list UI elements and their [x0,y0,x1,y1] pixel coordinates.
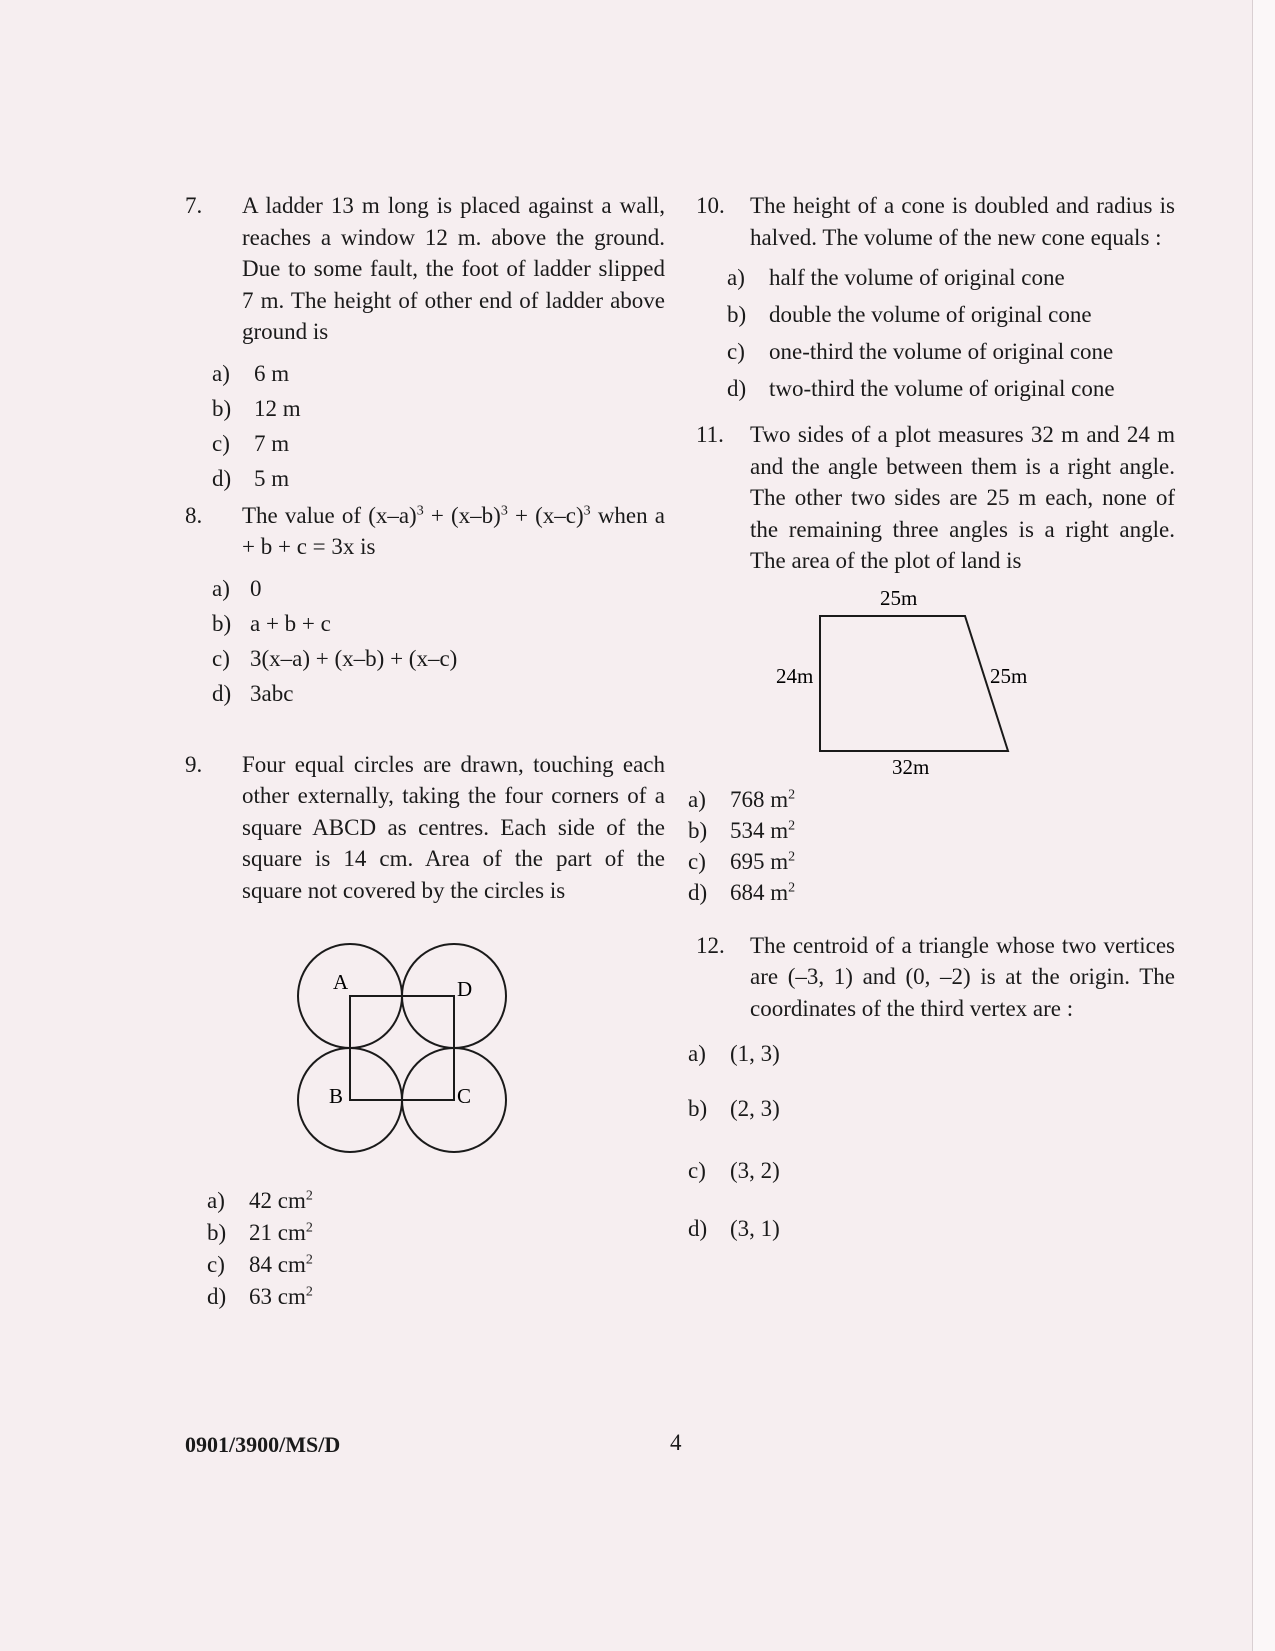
option-c[interactable]: c) 7 m [212,430,290,456]
vertex-label-a: A [333,970,349,994]
option-a[interactable]: a) 6 m [212,360,290,386]
question-number: 11. [696,422,724,447]
label-top-side: 25m [880,585,918,610]
option-a[interactable]: a) (1, 3) [688,1041,780,1066]
question-10 [696,190,1175,253]
question-8 [185,500,665,563]
question-text: A ladder 13 m long is placed against a wall, reaches a window 12 m. above the ground. Due to some fault, the foot of ladder slipped 7 m. The height of other end of ladder above ground is [242,193,665,344]
option-c[interactable]: c) 3(x–a) + (x–b) + (x–c) [212,645,458,671]
vertex-label-d: D [457,977,473,1001]
option-c[interactable]: c) 695 $m^2$ [688,848,796,874]
question-number: 9. [185,751,203,777]
option-a[interactable]: a) half the volume of original cone [727,265,1065,290]
page-number: 4 [670,1430,682,1455]
label-left-side: 24m [776,663,814,688]
plot-quadrilateral [820,616,1008,751]
option-b[interactable]: b) a + b + c [212,610,331,636]
option-c[interactable]: c) (3, 2) [688,1158,780,1183]
left-column [185,190,665,1313]
option-b[interactable]: b) 21 $cm^2$ [207,1220,313,1245]
question-12 [696,930,1175,1025]
options-7 [212,356,665,496]
question-number: 7. [185,193,203,218]
right-column [688,190,1175,1246]
vertex-label-b: B [329,1084,344,1108]
page-edge [1252,0,1275,1651]
option-a[interactable]: a) 42 $cm^2$ [207,1188,313,1213]
option-c[interactable]: c) 84 $cm^2$ [207,1252,313,1277]
circles-square-figure [295,941,515,1161]
label-bottom-side: 32m [892,754,930,776]
options-9 [207,1185,665,1313]
options-12 [688,1036,1175,1246]
option-a[interactable]: a) 768 $m^2$ [688,786,796,812]
option-d[interactable]: d) 684 $m^2$ [688,879,796,905]
option-d[interactable]: d) 5 m [212,465,290,491]
question-9 [185,749,665,907]
options-10 [727,259,1175,407]
option-b[interactable]: b) double the volume of original cone [727,302,1092,327]
question-number: 12. [696,932,725,958]
options-11 [688,784,1175,908]
question-text: The centroid of a triangle whose two vertices are (–3, 1) and (0, –2) is at the origin. The coordinates of the third vertex are : [750,932,1175,1021]
question-text: Two sides of a plot measures 32 m and 24 m and the angle between them is a right angle. The other two sides are 25 m each, none of the remaining three angles is a right angle. The area of the plot of land is [750,422,1175,573]
square-abcd [350,996,454,1100]
plot-figure [740,581,1040,776]
question-number: 8. [185,502,203,528]
vertex-label-c: C [457,1084,472,1108]
label-right-side: 25m [990,663,1028,688]
option-b[interactable]: b) 534 $m^2$ [688,817,796,843]
question-11 [696,419,1175,577]
question-text: The height of a cone is doubled and radius is halved. The volume of the new cone equals : [750,193,1175,250]
option-b[interactable]: b) 12 m [212,395,301,421]
question-text: The value of $(x-a)^3 + (x-b)^3 + (x-c)^3$ when a + b + c = 3x is [242,502,665,559]
paper-code: 0901/3900/MS/D [185,1432,341,1457]
option-d[interactable]: d) 3abc [212,680,294,706]
option-d[interactable]: d) (3, 1) [688,1216,780,1241]
question-7 [185,190,665,348]
option-d[interactable]: d) 63 $cm^2$ [207,1284,313,1309]
options-8 [212,571,665,711]
option-b[interactable]: b) (2, 3) [688,1096,780,1121]
question-number: 10. [696,193,725,218]
option-d[interactable]: d) two-third the volume of original cone [727,376,1115,401]
option-c[interactable]: c) one-third the volume of original cone [727,339,1114,364]
option-a[interactable]: a) 0 [212,575,262,601]
question-text: Four equal circles are drawn, touching each other externally, taking the four corners of a square ABCD as centres. Each side of the square is 14 cm. Area of the part of the square not covered by the circles is [242,751,665,903]
